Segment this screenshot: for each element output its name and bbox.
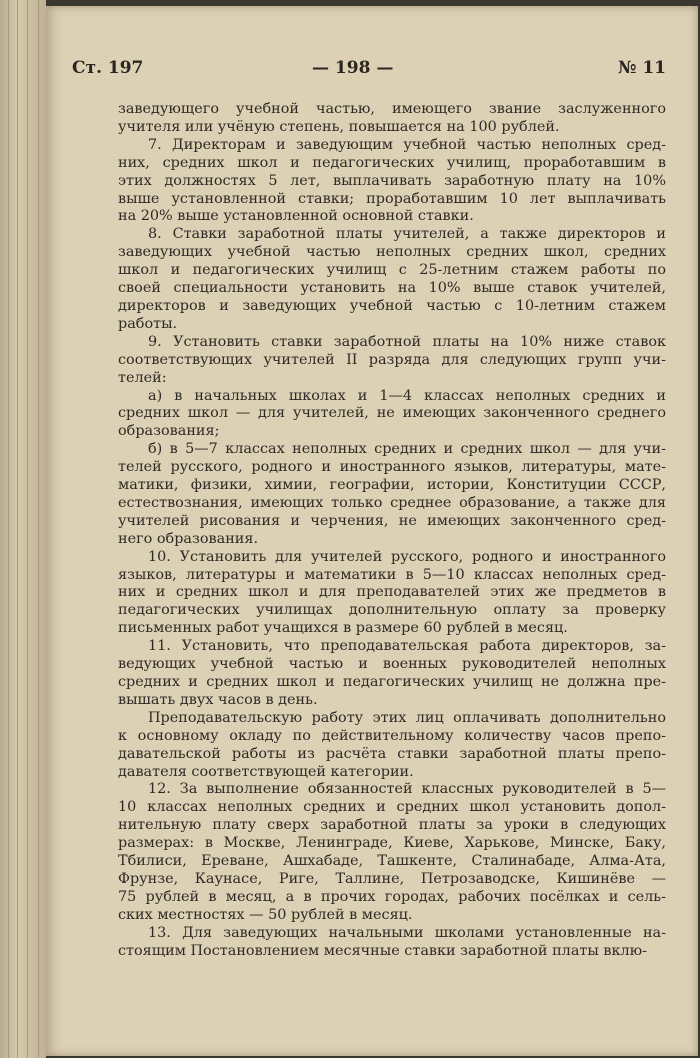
text-line: б) в 5—7 классах неполных средних и средних школ — для учи- bbox=[148, 441, 666, 458]
text-line: педагогических училищах дополнительную оплату за проверку bbox=[118, 602, 666, 619]
text-line: 7. Директорам и заведующим учебной частью неполных сред- bbox=[148, 136, 666, 153]
text-line: школ и педагогических училищ с 25-летним стажем работы по bbox=[118, 262, 666, 279]
text-line: директоров и заведующих учебной частью с 10-летним стажем bbox=[118, 297, 666, 314]
text-line: образования; bbox=[118, 423, 220, 440]
text-line: выше установленной ставки; проработавшим 10 лет выплачивать bbox=[118, 190, 666, 207]
text-line: Фрунзе, Каунасе, Риге, Таллине, Петрозаводске, Кишинёве — bbox=[118, 870, 666, 887]
page-header bbox=[72, 58, 666, 86]
text-line: заведующих учебной частью неполных средних школ, средних bbox=[118, 244, 666, 261]
page-edge-line bbox=[38, 0, 39, 1058]
paragraph bbox=[118, 638, 666, 710]
text-line: заведующего учебной частью, имеющего звание заслуженного bbox=[118, 101, 666, 117]
text-line: давателя соответствующей категории. bbox=[118, 763, 414, 780]
text-line: естествознания, имеющих только среднее образование, а также для bbox=[118, 494, 666, 511]
text-line: давательской работы из расчёта ставки заработной платы препо- bbox=[118, 745, 666, 762]
article-number: Ст. 197 bbox=[72, 58, 144, 78]
text-line: размерах: в Москве, Ленинграде, Киеве, Харькове, Минске, Баку, bbox=[118, 835, 666, 852]
text-line: ских местностях — 50 рублей в месяц. bbox=[118, 906, 413, 923]
text-line: к основному окладу по действительному количеству часов препо- bbox=[118, 727, 666, 744]
text-line: соответствующих учителей II разряда для следующих групп учи- bbox=[118, 351, 666, 368]
paragraph bbox=[118, 137, 666, 227]
issue-number: № 11 bbox=[617, 58, 666, 78]
paragraph bbox=[118, 925, 666, 961]
text-line: 10. Установить для учителей русского, родного и иностранного bbox=[148, 548, 666, 565]
text-line: 8. Ставки заработной платы учителей, а также директоров и bbox=[148, 226, 666, 243]
text-line: на 20% выше установленной основной ставки. bbox=[118, 208, 474, 225]
paragraph bbox=[118, 101, 666, 137]
text-line: учителя или учёную степень, повышается на 100 рублей. bbox=[118, 118, 560, 135]
text-line: а) в начальных школах и 1—4 классах неполных средних и bbox=[148, 387, 666, 404]
document-body bbox=[118, 101, 666, 961]
text-line: нительную плату сверх заработной платы за уроки в следующих bbox=[118, 817, 666, 834]
text-line: средних школ — для учителей, не имеющих законченного среднего bbox=[118, 405, 666, 422]
book-spine-edge bbox=[0, 0, 46, 1058]
page-edge-line bbox=[17, 0, 18, 1058]
text-line: средних и средних школ и педагогических училищ не должна пре- bbox=[118, 674, 666, 690]
text-line: работы. bbox=[118, 315, 178, 332]
text-line: 9. Установить ставки заработной платы на 10% ниже ставок bbox=[148, 333, 666, 350]
text-line: этих должностях 5 лет, выплачивать заработную плату на 10% bbox=[118, 172, 666, 189]
text-line: стоящим Постановлением месячные ставки заработной платы вклю- bbox=[118, 942, 648, 959]
text-line: Тбилиси, Ереване, Ашхабаде, Ташкенте, Сталинабаде, Алма-Ата, bbox=[118, 853, 666, 870]
text-line: телей: bbox=[118, 369, 167, 386]
page-number: — 198 — bbox=[312, 58, 394, 78]
paragraph bbox=[118, 441, 666, 548]
paragraph bbox=[118, 549, 666, 639]
text-line: них и средних школ и для преподавателей этих же предметов в bbox=[118, 584, 666, 601]
text-line: языков, литературы и математики в 5—10 классах неполных сред- bbox=[118, 566, 666, 583]
page-edge-line bbox=[8, 0, 9, 1058]
text-line: матики, физики, химии, географии, истории, Конституции СССР, bbox=[118, 477, 666, 494]
paragraph bbox=[118, 388, 666, 442]
text-line: 11. Установить, что преподавательская работа директоров, за- bbox=[148, 638, 666, 655]
paragraph bbox=[118, 334, 666, 388]
text-line: 75 рублей в месяц, а в прочих городах, рабочих посёлках и сель- bbox=[118, 888, 666, 905]
text-line: 10 классах неполных средних и средних школ установить допол- bbox=[118, 799, 666, 816]
text-line: Преподавательскую работу этих лиц оплачивать дополнительно bbox=[148, 709, 666, 726]
text-line: телей русского, родного и иностранного языков, литературы, мате- bbox=[118, 459, 666, 476]
text-line: ведующих учебной частью и военных руководителей неполных bbox=[118, 656, 666, 673]
page-edge-line bbox=[27, 0, 28, 1058]
text-line: вышать двух часов в день. bbox=[118, 691, 318, 708]
text-line: учителей рисования и черчения, не имеющих законченного сред- bbox=[118, 512, 666, 529]
text-line: 13. Для заведующих начальными школами установленные на- bbox=[148, 924, 666, 941]
paragraph bbox=[118, 226, 666, 333]
text-line: своей специальности установить на 10% выше ставок учителей, bbox=[118, 280, 666, 297]
paragraph bbox=[118, 710, 666, 782]
text-line: них, средних школ и педагогических училищ, проработавшим в bbox=[118, 154, 666, 171]
text-line: него образования. bbox=[118, 530, 259, 547]
text-line: письменных работ учащихся в размере 60 рублей в месяц. bbox=[118, 620, 568, 637]
text-line: 12. За выполнение обязанностей классных руководителей в 5— bbox=[148, 781, 666, 798]
paragraph bbox=[118, 781, 666, 924]
